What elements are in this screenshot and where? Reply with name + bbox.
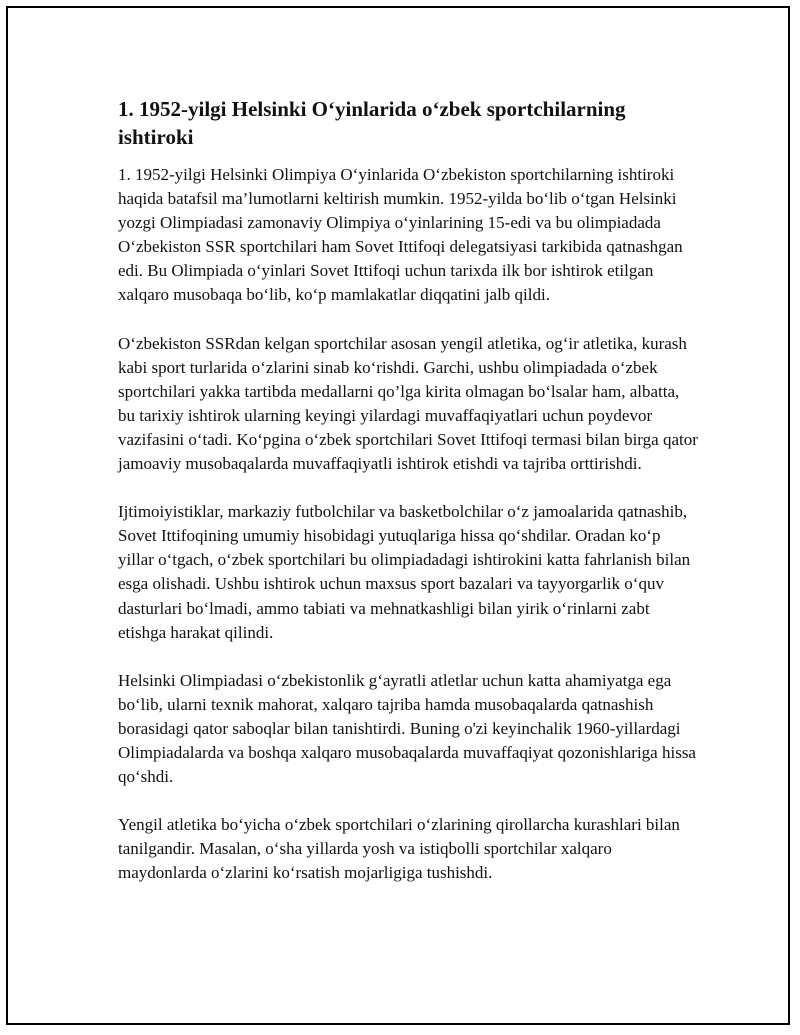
document-body: [118, 95, 698, 909]
document-title: 1. 1952-yilgi Helsinki O‘yinlarida o‘zbek sportchilarning ishtiroki: [118, 97, 626, 149]
paragraph-3: Ijtimoiyistiklar, markaziy futbolchilar va basketbolchilar o‘z jamoalarida qatnashib, Sovet Ittifoqining umumiy hisobidagi yutuqlariga hissa qo‘shdilar. Oradan ko‘p yillar o‘tgach, o‘zbek sportchilari bu olimpiadadagi ishtirokini katta fahrlanish bilan esga olishadi. Ushbu ishtirok uchun maxsus sport bazalari va tayyorgarlik o‘quv dasturlari bo‘lmadi, ammo tabiati va mehnatkashligi bilan yirik o‘rinlarni zabt etishga harakat qilindi.: [118, 502, 691, 642]
paragraph-5: Yengil atletika bo‘yicha o‘zbek sportchilari o‘zlarining qirollarcha kurashlari bilan tanilgandir. Masalan, o‘sha yillarda yosh va istiqbolli sportchilar xalqaro maydonlarda o‘zlarini ko‘rsatish mojarligiga tushishdi.: [118, 815, 680, 883]
paragraph-4: Helsinki Olimpiadasi o‘zbekistonlik g‘ayratli atletlar uchun katta ahamiyatga ega bo‘lib, ularni texnik mahorat, xalqaro tajriba hamda musobaqalarda qatnashish borasidagi qator saboqlar bilan tanishtirdi. Buning o'zi keyinchalik 1960-yillardagi Olimpiadalarda va boshqa xalqaro musobaqalarda muvaffaqiyat qozonishlariga hissa qo‘shdi.: [118, 670, 696, 787]
paragraph-2: O‘zbekiston SSRdan kelgan sportchilar asosan yengil atletika, og‘ir atletika, kurash kabi sport turlarida o‘zlarini sinab ko‘rishdi. Garchi, ushbu olimpiadada o‘zbek sportchilari yakka tartibda medallarni qo’lga kirita olmagan bo‘lsalar ham, albatta, bu tarixiy ishtirok ularning keyingi yilardagi muvaffaqiyatlari uchun poydevor vazifasini o‘tadi. Ko‘pgina o‘zbek sportchilari Sovet Ittifoqi termasi bilan birga qator jamoaviy musobaqalarda muvaffaqiyatli ishtirok etishdi va tajriba orttirishdi.: [118, 333, 698, 474]
paragraph-1: 1. 1952-yilgi Helsinki Olimpiya O‘yinlarida O‘zbekiston sportchilarning ishtiroki haqida batafsil ma’lumotlarni keltirish mumkin. 1952-yilda bo‘lib o‘tgan Helsinki yozgi Olimpiadasi zamonaviy Olimpiya o‘yinlarining 15-edi va bu olimpiadada O‘zbekiston SSR sportchilari ham Sovet Ittifoqi delegatsiyasi tarkibida qatnashgan edi. Bu Olimpiada o‘yinlari Sovet Ittifoqi uchun tarixda ilk bor ishtirok etilgan xalqaro musobaqa bo‘lib, ko‘p mamlakatlar diqqatini jalb qildi.: [118, 165, 683, 305]
